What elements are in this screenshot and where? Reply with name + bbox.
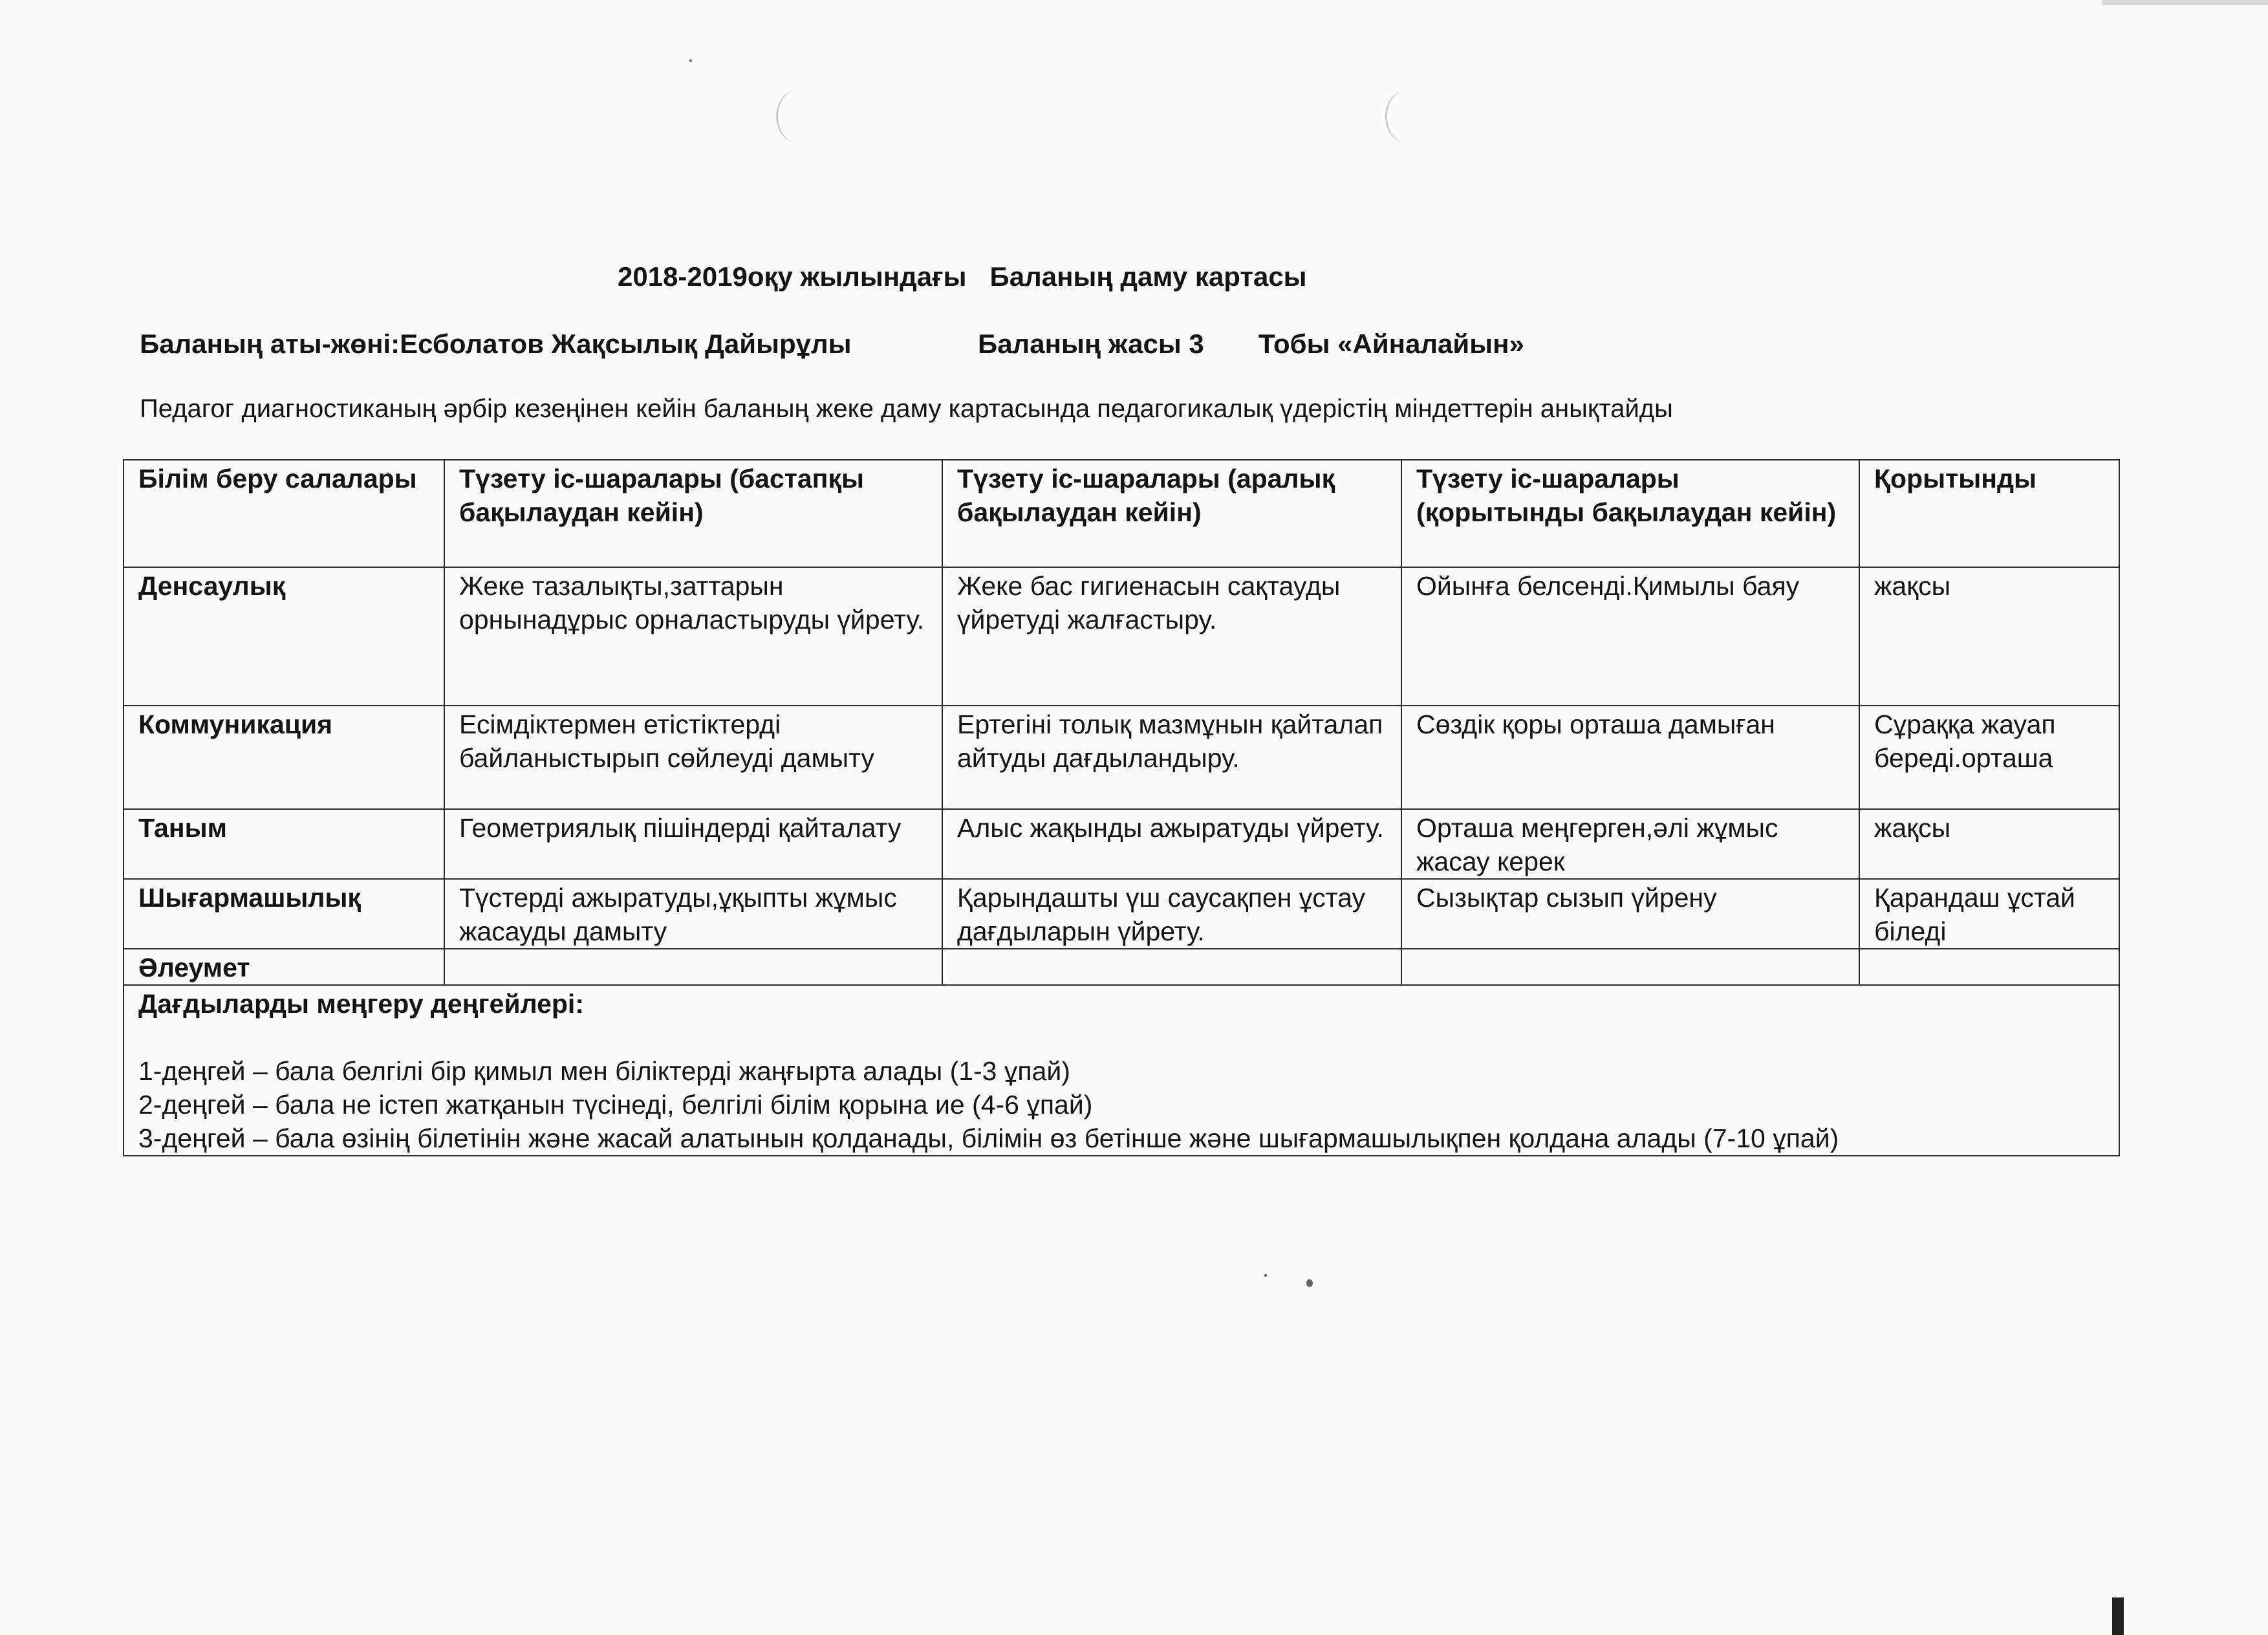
scan-speck [1306, 1279, 1313, 1287]
scan-speck [689, 60, 692, 62]
cell-initial: Есімдіктермен етістіктерді байланыстырып сөйлеуді дамыту [444, 706, 942, 809]
cell-area: Шығармашылық [124, 879, 444, 949]
intro-text: Педагог диагностиканың әрбір кезеңінен кейін баланың жеке даму картасында педагогикалық үдерістің міндеттерін анықтайды [140, 395, 1673, 423]
child-info-line [140, 329, 1524, 360]
scan-speck [1264, 1274, 1267, 1277]
cell-result: Қарандаш ұстай біледі [1859, 879, 2119, 949]
title-card-name: Баланың даму картасы [989, 261, 1307, 292]
levels-row [124, 985, 2119, 1156]
cell-area: Коммуникация [124, 706, 444, 809]
cell-area: Әлеумет [124, 949, 444, 985]
cell-final: Сөздік қоры орташа дамыған [1401, 706, 1859, 809]
cell-initial: Жеке тазалықты,заттарын орнынадұрыс орналастыруды үйрету. [444, 567, 942, 706]
table-header-row [124, 460, 2119, 567]
child-group: Тобы «Айналайын» [1258, 329, 1524, 359]
cell-initial [444, 949, 942, 985]
level-item: 1-деңгей – бала белгілі бір қимыл мен біліктерді жаңғырта алады (1-3 ұпай) [138, 1056, 1070, 1086]
cell-result: Сұраққа жауап береді.орташа [1859, 706, 2119, 809]
cell-result: жақсы [1859, 567, 2119, 706]
header-area: Білім беру салалары [124, 460, 444, 567]
levels-title: Дағдыларды меңгеру деңгейлері: [138, 989, 584, 1019]
cell-final: Ойынға белсенді.Қимылы баяу [1401, 567, 1859, 706]
header-final: Түзету іс-шаралары (қорытынды бақылаудан кейін) [1401, 460, 1859, 567]
cell-final: Сызықтар сызып үйрену [1401, 879, 1859, 949]
punch-hole-mark [1385, 91, 1426, 142]
level-item: 3-деңгей – бала өзінің білетінін және жасай алатынын қолданады, білімін өз бетінше және шығармашылықпен қолдана алады (7-10 ұпай) [138, 1123, 1839, 1153]
cell-area: Денсаулық [124, 567, 444, 706]
table-row [124, 567, 2119, 706]
table-row [124, 809, 2119, 879]
scan-edge-mark [2112, 1597, 2124, 1635]
document-title [618, 261, 1307, 292]
cell-intermediate: Алыс жақынды ажыратуды үйрету. [942, 809, 1401, 879]
cell-intermediate: Ертегіні толық мазмұнын қайталап айтуды дағдыландыру. [942, 706, 1401, 809]
levels-list [138, 1054, 2107, 1155]
child-age: Баланың жасы 3 [978, 329, 1204, 359]
development-table [123, 459, 2120, 1156]
cell-result: жақсы [1859, 809, 2119, 879]
cell-intermediate: Қарындашты үш саусақпен ұстау дағдыларын үйрету. [942, 879, 1401, 949]
cell-area: Таным [124, 809, 444, 879]
cell-intermediate [942, 949, 1401, 985]
table-row [124, 706, 2119, 809]
punch-hole-mark [776, 91, 817, 142]
header-initial: Түзету іс-шаралары (бастапқы бақылаудан кейін) [444, 460, 942, 567]
scan-top-edge [2102, 0, 2268, 5]
cell-final [1401, 949, 1859, 985]
table-row [124, 949, 2119, 985]
levels-cell [124, 985, 2119, 1156]
cell-initial: Түстерді ажыратуды,ұқыпты жұмыс жасауды дамыту [444, 879, 942, 949]
child-name: Баланың аты-жөні:Есболатов Жақсылық Дайырұлы [140, 329, 852, 359]
title-school-year: 2018-2019оқу жылындағы [618, 261, 967, 292]
header-intermediate: Түзету іс-шаралары (аралық бақылаудан кейін) [942, 460, 1401, 567]
cell-result [1859, 949, 2119, 985]
level-item: 2-деңгей – бала не істеп жатқанын түсінеді, белгілі білім қорына ие (4-6 ұпай) [138, 1090, 1093, 1120]
cell-intermediate: Жеке бас гигиенасын сақтауды үйретуді жалғастыру. [942, 567, 1401, 706]
cell-final: Орташа меңгерген,әлі жұмыс жасау керек [1401, 809, 1859, 879]
table-row [124, 879, 2119, 949]
cell-initial: Геометриялық пішіндерді қайталату [444, 809, 942, 879]
header-result: Қорытынды [1859, 460, 2119, 567]
